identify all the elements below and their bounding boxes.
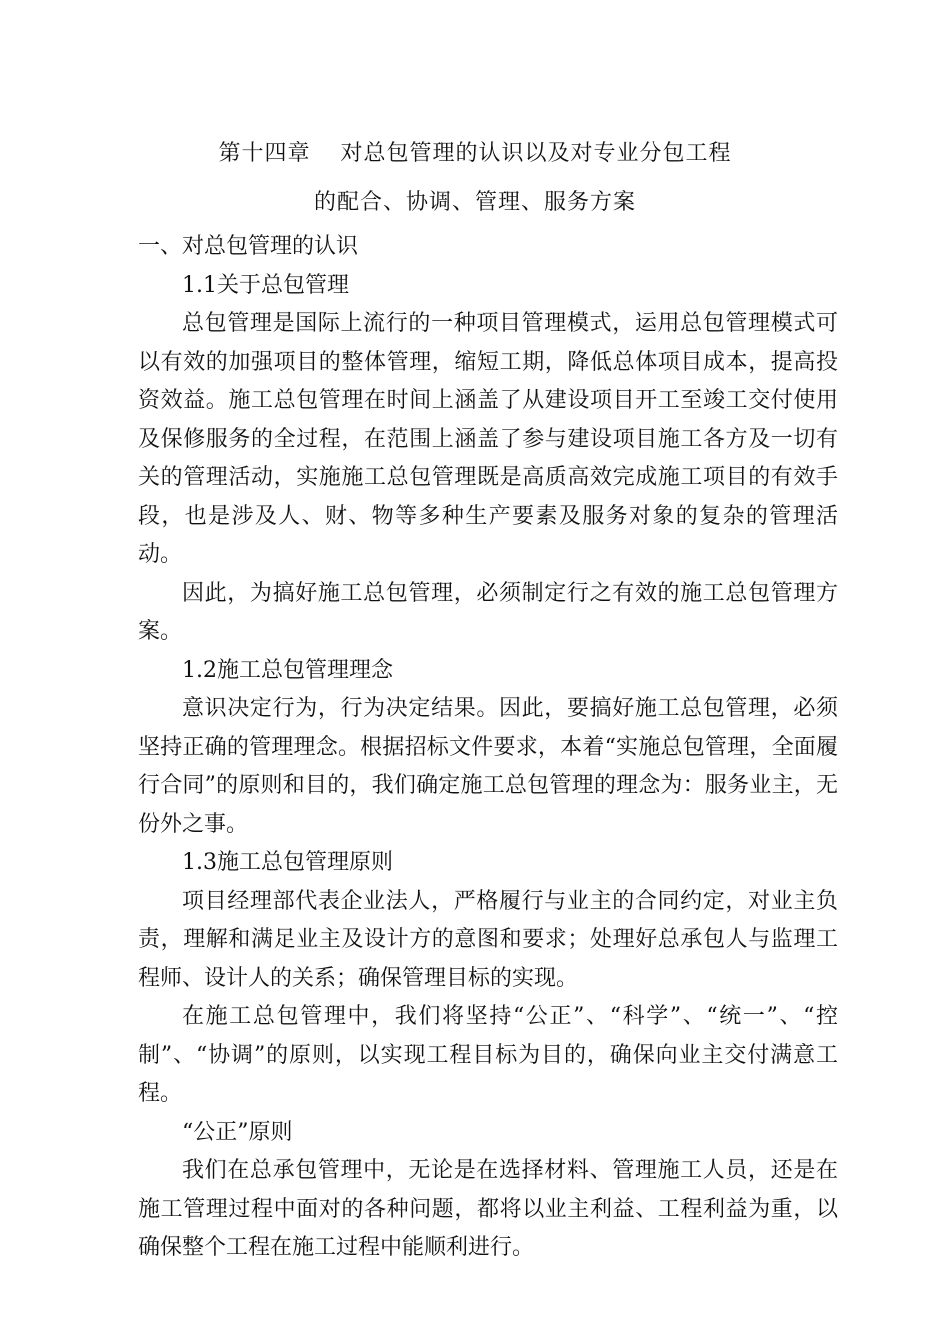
paragraph: 总包管理是国际上流行的一种项目管理模式，运用总包管理模式可以有效的加强项目的整体管理，缩短工期，降低总体项目成本，提高投资效益。施工总包管理在时间上涵盖了从建设项目开工至竣工交付使用及保修服务的全过程，在范围上涵盖了参与建设项目施工各方及一切有关的管理活动，实施施工总包管理既是高质高效完成施工项目的有效手段，也是涉及人、财、物等多种生产要素及服务对象的复杂的管理活动。	[138, 311, 838, 567]
chapter-title-line-2: 的配合、协调、管理、服务方案	[313, 190, 636, 215]
chapter-title-line-1	[0, 136, 950, 167]
subsection-heading-1-1: 1.1关于总包管理	[182, 272, 349, 298]
paragraph: 在施工总包管理中，我们将坚持“公正”、“科学”、“统一”、“控制”、“协调”的原则，以实现工程目标为目的，确保向业主交付满意工程。	[138, 1004, 838, 1106]
paragraph: 项目经理部代表企业法人，严格履行与业主的合同约定，对业主负责，理解和满足业主及设计方的意图和要求；处理好总承包人与监理工程师、设计人的关系；确保管理目标的实现。	[138, 888, 838, 991]
paragraph: 因此，为搞好施工总包管理，必须制定行之有效的施工总包管理方案。	[138, 580, 838, 644]
chapter-number: 第十四章	[218, 141, 311, 166]
document-body	[138, 228, 838, 1268]
subsection-heading-1-2: 1.2施工总包管理理念	[182, 657, 393, 683]
paragraph: 我们在总承包管理中，无论是在选择材料、管理施工人员，还是在施工管理过程中面对的各种问题，都将以业主利益、工程利益为重，以确保整个工程在施工过程中能顺利进行。	[138, 1158, 838, 1260]
subsection-heading-1-3: 1.3施工总包管理原则	[182, 850, 393, 875]
principle-heading-fair: “公正”原则	[182, 1119, 293, 1145]
paragraph: 意识决定行为，行为决定结果。因此，要搞好施工总包管理，必须坚持正确的管理理念。根据招标文件要求，本着“实施总包管理，全面履行合同”的原则和目的，我们确定施工总包管理的理念为：服务业主，无份外之事。	[138, 696, 838, 837]
chapter-title-text: 对总包管理的认识以及对专业分包工程	[340, 141, 732, 166]
section-heading: 一、对总包管理的认识	[138, 234, 359, 259]
